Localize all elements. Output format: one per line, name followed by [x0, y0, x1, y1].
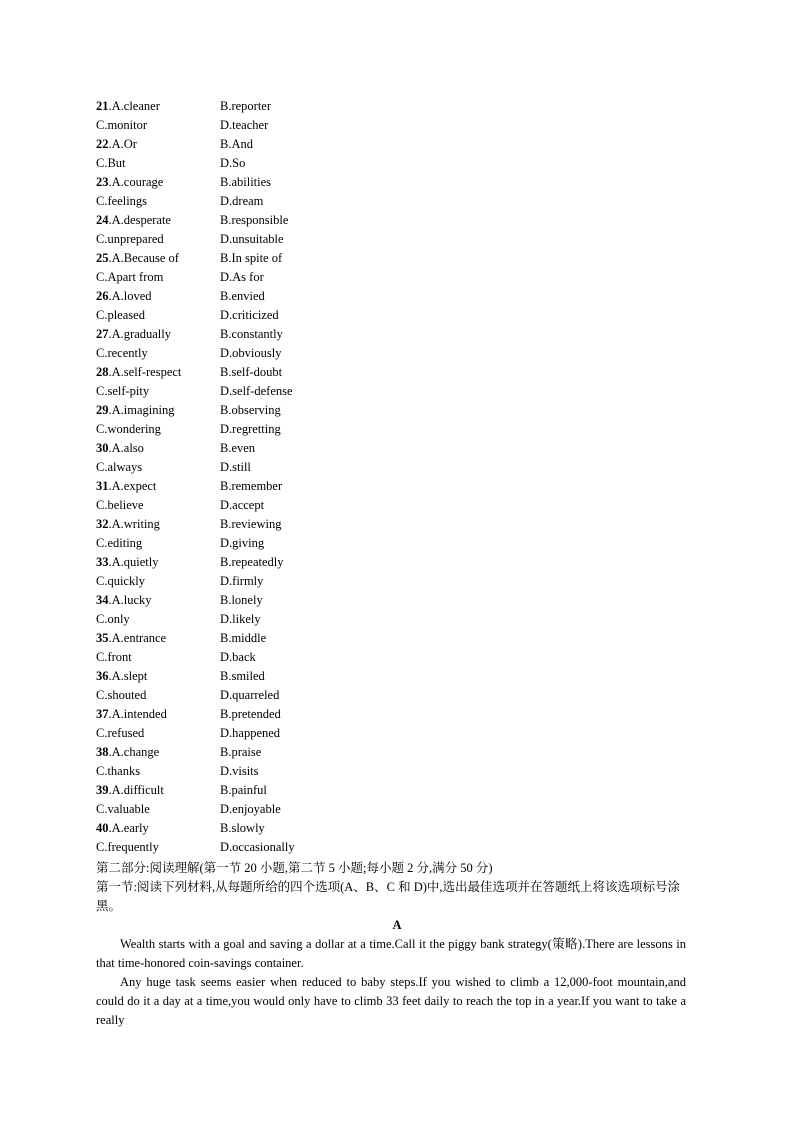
option-c: C.shouted [96, 688, 147, 702]
option-a-text: .A.cleaner [108, 99, 160, 113]
option-d: D.teacher [220, 118, 269, 132]
option-a [96, 249, 179, 268]
option-a-text: .A.quietly [108, 555, 159, 569]
option-a-text: .A.Or [108, 137, 137, 151]
option-d: D.obviously [220, 346, 282, 360]
question-number: 23 [96, 175, 109, 189]
option-a-text: .A.courage [108, 175, 164, 189]
option-c: C.monitor [96, 118, 148, 132]
option-c: C.recently [96, 346, 148, 360]
question-row [96, 591, 496, 610]
question-row [96, 572, 496, 591]
option-d: D.criticized [220, 308, 279, 322]
option-b: B.slowly [220, 821, 265, 835]
question-row [96, 515, 496, 534]
question-row [96, 382, 496, 401]
option-b: B.observing [220, 403, 281, 417]
option-a [96, 325, 171, 344]
question-row [96, 534, 496, 553]
question-row [96, 211, 496, 230]
question-row [96, 344, 496, 363]
section-instruction-line-1: 第一节:阅读下列材料,从每题所给的四个选项(A、B、C 和 D)中,选出最佳选项并在答题纸上将该选项标号涂 [96, 880, 681, 894]
option-a [96, 439, 144, 458]
option-a [96, 363, 181, 382]
option-b: B.remember [220, 479, 283, 493]
question-row [96, 249, 496, 268]
section-title-line: 第二部分:阅读理解(第一节 20 小题,第二节 5 小题;每小题 2 分,满分 50 分) [96, 861, 493, 875]
option-c: C.thanks [96, 764, 141, 778]
option-b: B.reporter [220, 99, 272, 113]
option-c: C.valuable [96, 802, 150, 816]
question-number: 22 [96, 137, 109, 151]
question-row [96, 97, 496, 116]
question-number: 30 [96, 441, 109, 455]
question-row [96, 781, 496, 800]
option-d: D.quarreled [220, 688, 280, 702]
option-d: D.dream [220, 194, 264, 208]
option-d: D.As for [220, 270, 264, 284]
passage-paragraph-2: Any huge task seems easier when reduced to baby steps.If you wished to climb a 12,000-foot mountain,and could do it a day at a time,you would only have to climb 33 feet daily to reach the top in a year.If you want to take a really [96, 975, 686, 1027]
question-row [96, 116, 496, 135]
section-heading [96, 859, 696, 916]
option-c: C.self-pity [96, 384, 150, 398]
option-a [96, 667, 147, 686]
question-number: 39 [96, 783, 109, 797]
answer-options-list [96, 97, 496, 857]
option-d: D.firmly [220, 574, 264, 588]
question-number: 34 [96, 593, 109, 607]
option-c: C.Apart from [96, 270, 164, 284]
question-row [96, 762, 496, 781]
question-row [96, 306, 496, 325]
question-number: 32 [96, 517, 109, 531]
option-b: B.reviewing [220, 517, 282, 531]
option-a [96, 743, 159, 762]
passage-title: A [392, 918, 402, 932]
passage-paragraph-1: Wealth starts with a goal and saving a dollar at a time.Call it the piggy bank strategy(策略).There are lessons in that time-honored coin-savings container. [96, 937, 686, 970]
passage-body [96, 935, 686, 1030]
question-number: 21 [96, 99, 109, 113]
question-row [96, 743, 496, 762]
option-c: C.quickly [96, 574, 145, 588]
option-c: C.feelings [96, 194, 148, 208]
question-row [96, 173, 496, 192]
option-a [96, 135, 137, 154]
option-b: B.abilities [220, 175, 272, 189]
option-d: D.occasionally [220, 840, 295, 854]
option-a-text: .A.self-respect [108, 365, 182, 379]
question-number: 38 [96, 745, 109, 759]
option-b: B.praise [220, 745, 262, 759]
option-d: D.enjoyable [220, 802, 281, 816]
option-b: B.And [220, 137, 253, 151]
question-row [96, 477, 496, 496]
option-a [96, 477, 156, 496]
option-a-text: .A.entrance [108, 631, 167, 645]
option-a [96, 515, 160, 534]
option-d: D.still [220, 460, 251, 474]
option-a [96, 553, 159, 572]
option-a-text: .A.desperate [108, 213, 171, 227]
question-number: 26 [96, 289, 109, 303]
option-b: B.repeatedly [220, 555, 284, 569]
option-c: C.refused [96, 726, 145, 740]
question-row [96, 629, 496, 648]
option-a-text: .A.also [108, 441, 144, 455]
option-a [96, 211, 171, 230]
option-b: B.responsible [220, 213, 289, 227]
question-row [96, 724, 496, 743]
question-number: 36 [96, 669, 109, 683]
option-a-text: .A.early [108, 821, 149, 835]
question-row [96, 800, 496, 819]
option-a-text: .A.difficult [108, 783, 164, 797]
option-a-text: .A.Because of [108, 251, 179, 265]
question-number: 35 [96, 631, 109, 645]
question-row [96, 192, 496, 211]
question-row [96, 401, 496, 420]
question-number: 25 [96, 251, 109, 265]
option-d: D.happened [220, 726, 281, 740]
option-c: C.wondering [96, 422, 161, 436]
option-a-text: .A.intended [108, 707, 167, 721]
option-a [96, 591, 152, 610]
option-a-text: .A.slept [108, 669, 148, 683]
question-row [96, 705, 496, 724]
option-c: C.frequently [96, 840, 159, 854]
option-b: B.envied [220, 289, 265, 303]
option-b: B.In spite of [220, 251, 283, 265]
option-a [96, 819, 149, 838]
question-number: 37 [96, 707, 109, 721]
option-c: C.pleased [96, 308, 145, 322]
option-c: C.unprepared [96, 232, 164, 246]
question-row [96, 154, 496, 173]
question-row [96, 363, 496, 382]
option-a [96, 287, 152, 306]
option-b: B.pretended [220, 707, 281, 721]
question-row [96, 667, 496, 686]
question-number: 33 [96, 555, 109, 569]
question-row [96, 610, 496, 629]
question-row [96, 230, 496, 249]
option-a [96, 629, 166, 648]
option-d: D.visits [220, 764, 259, 778]
question-row [96, 439, 496, 458]
option-b: B.self-doubt [220, 365, 283, 379]
question-number: 29 [96, 403, 109, 417]
section-instruction-line-2: 黑。 [96, 899, 122, 913]
question-number: 31 [96, 479, 109, 493]
question-number: 40 [96, 821, 109, 835]
question-row [96, 686, 496, 705]
question-row [96, 420, 496, 439]
question-row [96, 819, 496, 838]
option-a [96, 781, 164, 800]
question-row [96, 287, 496, 306]
option-a-text: .A.imagining [108, 403, 175, 417]
option-b: B.smiled [220, 669, 265, 683]
option-a-text: .A.change [108, 745, 160, 759]
option-a-text: .A.loved [108, 289, 152, 303]
option-d: D.self-defense [220, 384, 293, 398]
option-b: B.constantly [220, 327, 283, 341]
option-d: D.unsuitable [220, 232, 284, 246]
option-a [96, 173, 163, 192]
question-row [96, 325, 496, 344]
option-a-text: .A.lucky [108, 593, 152, 607]
question-row [96, 268, 496, 287]
option-a-text: .A.expect [108, 479, 157, 493]
option-a [96, 97, 160, 116]
option-c: C.But [96, 156, 126, 170]
option-c: C.believe [96, 498, 144, 512]
option-d: D.likely [220, 612, 261, 626]
option-d: D.So [220, 156, 246, 170]
option-a-text: .A.writing [108, 517, 160, 531]
option-d: D.accept [220, 498, 265, 512]
option-d: D.giving [220, 536, 265, 550]
option-d: D.regretting [220, 422, 281, 436]
option-c: C.always [96, 460, 143, 474]
question-row [96, 458, 496, 477]
option-a [96, 705, 167, 724]
option-b: B.middle [220, 631, 267, 645]
option-c: C.front [96, 650, 132, 664]
option-a [96, 401, 174, 420]
question-row [96, 838, 496, 857]
option-b: B.painful [220, 783, 267, 797]
question-row [96, 496, 496, 515]
question-row [96, 135, 496, 154]
question-row [96, 553, 496, 572]
question-row [96, 648, 496, 667]
question-number: 24 [96, 213, 109, 227]
option-b: B.even [220, 441, 256, 455]
option-d: D.back [220, 650, 256, 664]
question-number: 28 [96, 365, 109, 379]
question-number: 27 [96, 327, 109, 341]
option-c: C.editing [96, 536, 143, 550]
option-a-text: .A.gradually [108, 327, 171, 341]
option-b: B.lonely [220, 593, 263, 607]
option-c: C.only [96, 612, 130, 626]
